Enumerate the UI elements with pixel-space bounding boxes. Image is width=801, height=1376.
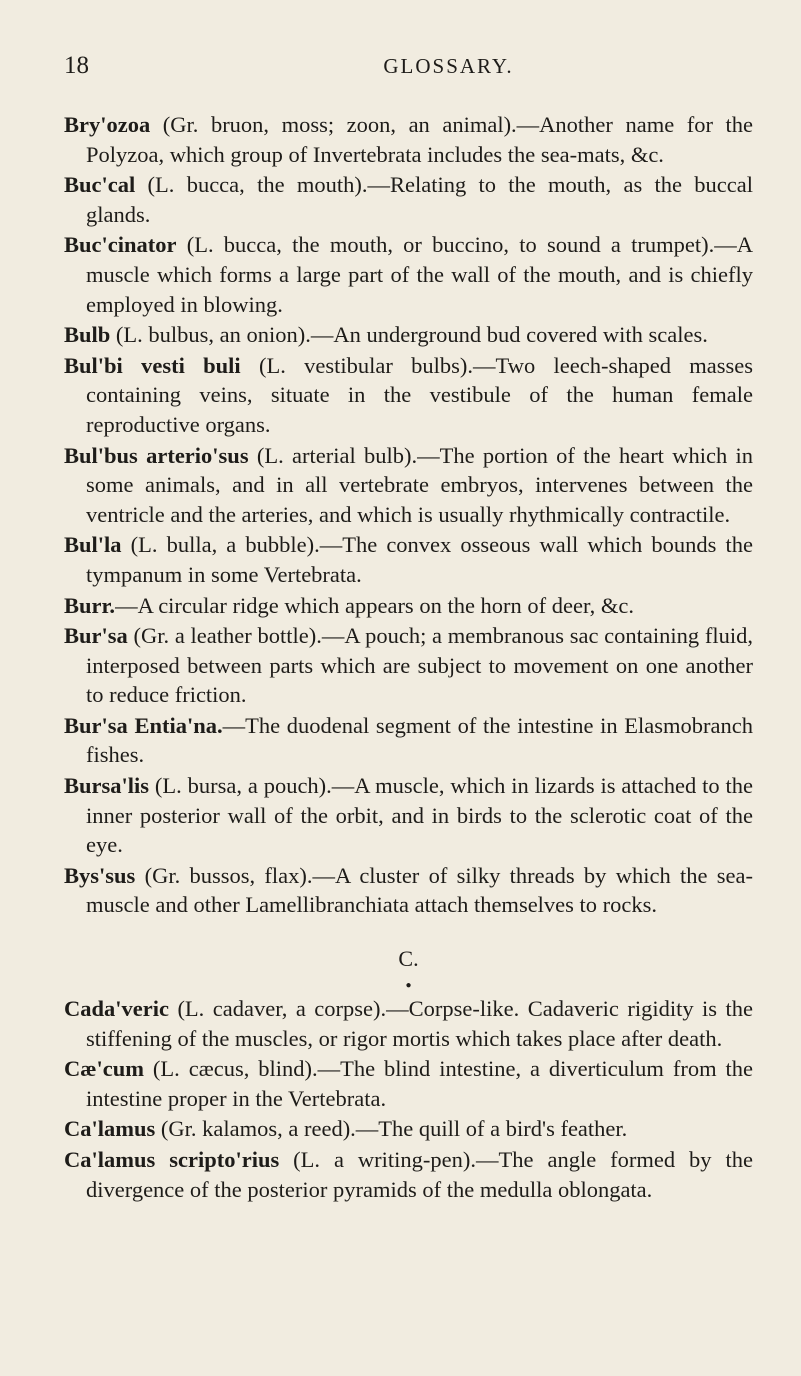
definition: —The duodenal segment of the intestine in Elasmobranch fishes. xyxy=(86,712,754,768)
definition: (L. vestibular bulbs).—Two leech-shaped masses containing veins, situate in the vestibule of the human female reproductive organs. xyxy=(86,352,753,437)
ornament-mark: ● xyxy=(405,980,412,992)
definition: —A circular ridge which appears on the horn of deer, &c. xyxy=(115,592,634,618)
glossary-entry xyxy=(64,320,753,350)
headword: Bry'ozoa xyxy=(64,112,151,137)
definition: (L. bursa, a pouch).—A muscle, which in lizards is attached to the inner posterior wall of the orbit, and in birds to the sclerotic coat of the eye. xyxy=(86,773,753,858)
headword: Buc'cinator xyxy=(64,232,177,258)
headword: Bursa'lis xyxy=(64,773,150,799)
headword: Bys'sus xyxy=(64,862,136,888)
headword: Bul'la xyxy=(64,532,122,558)
headword: Buc'cal xyxy=(64,172,136,198)
glossary-entries xyxy=(64,110,753,1204)
glossary-entry xyxy=(64,530,753,589)
headword: Bur'sa xyxy=(64,623,128,649)
headword: Bur'sa Entia'na. xyxy=(64,712,223,738)
definition: (L. bulla, a bubble).—The convex osseous wall which bounds the tympanum in some Vertebrata. xyxy=(86,532,753,587)
definition: (L. bulbus, an onion).—An underground bud covered with scales. xyxy=(110,322,708,348)
definition: (Gr. kalamos, a reed).—The quill of a bird's feather. xyxy=(155,1116,628,1142)
glossary-entry xyxy=(64,351,753,440)
glossary-entry xyxy=(64,1145,753,1204)
headword: Bul'bus arterio'sus xyxy=(64,442,249,468)
glossary-entry xyxy=(64,170,753,229)
glossary-entry xyxy=(64,591,753,621)
glossary-entry xyxy=(64,621,753,710)
headword: Bulb xyxy=(64,322,111,348)
headword: Cæ'cum xyxy=(64,1056,144,1082)
headword: Ca'lamus xyxy=(64,1116,156,1142)
headword: Burr. xyxy=(64,592,116,618)
definition: (L. cadaver, a corpse).—Corpse-like. Cadaveric rigidity is the stiffening of the muscles, or rigor mortis which takes place after death. xyxy=(86,996,753,1051)
headword: Ca'lamus scripto'rius xyxy=(64,1147,280,1172)
glossary-entry xyxy=(64,771,753,860)
definition: (L. arterial bulb).—The portion of the heart which in some animals, and in all vertebrate embryos, intervenes between the ventricle and the arteries, and which is usually rhythmically contractile. xyxy=(86,442,753,527)
section-heading-c: C. xyxy=(398,946,419,972)
glossary-entry xyxy=(64,711,753,770)
page-header xyxy=(64,52,753,98)
definition: (L. a writing-pen).—The angle formed by the divergence of the posterior pyramids of the medulla oblongata. xyxy=(86,1147,753,1202)
definition: (Gr. bussos, flax).—A cluster of silky threads by which the sea-muscle and other Lamellibranchiata attach themselves to rocks. xyxy=(86,862,753,918)
glossary-entry xyxy=(64,861,753,920)
glossary-entry xyxy=(64,994,753,1053)
glossary-entry xyxy=(64,1114,753,1144)
definition: (Gr. bruon, moss; zoon, an animal).—Another name for the Polyzoa, which group of Invertebrata includes the sea-mats, &c. xyxy=(86,112,753,167)
definition: (L. bucca, the mouth, or buccino, to sound a trumpet).—A muscle which forms a large part of the wall of the mouth, and is chiefly employed in blowing. xyxy=(86,232,753,317)
glossary-entry xyxy=(64,1054,753,1113)
glossary-entry xyxy=(64,441,753,530)
glossary-entry xyxy=(64,230,753,319)
page-number: 18 xyxy=(64,52,89,79)
running-title: GLOSSARY. xyxy=(383,54,514,78)
headword: Cada'veric xyxy=(64,996,169,1022)
glossary-entry xyxy=(64,110,753,169)
definition: (L. bucca, the mouth).—Relating to the mouth, as the buccal glands. xyxy=(86,172,753,227)
headword: Bul'bi vesti buli xyxy=(64,352,241,378)
definition: (Gr. a leather bottle).—A pouch; a membranous sac containing fluid, interposed between parts which are subject to movement on one another to reduce friction. xyxy=(86,623,753,708)
definition: (L. cæcus, blind).—The blind intestine, a diverticulum from the intestine proper in the Vertebrata. xyxy=(86,1056,753,1111)
